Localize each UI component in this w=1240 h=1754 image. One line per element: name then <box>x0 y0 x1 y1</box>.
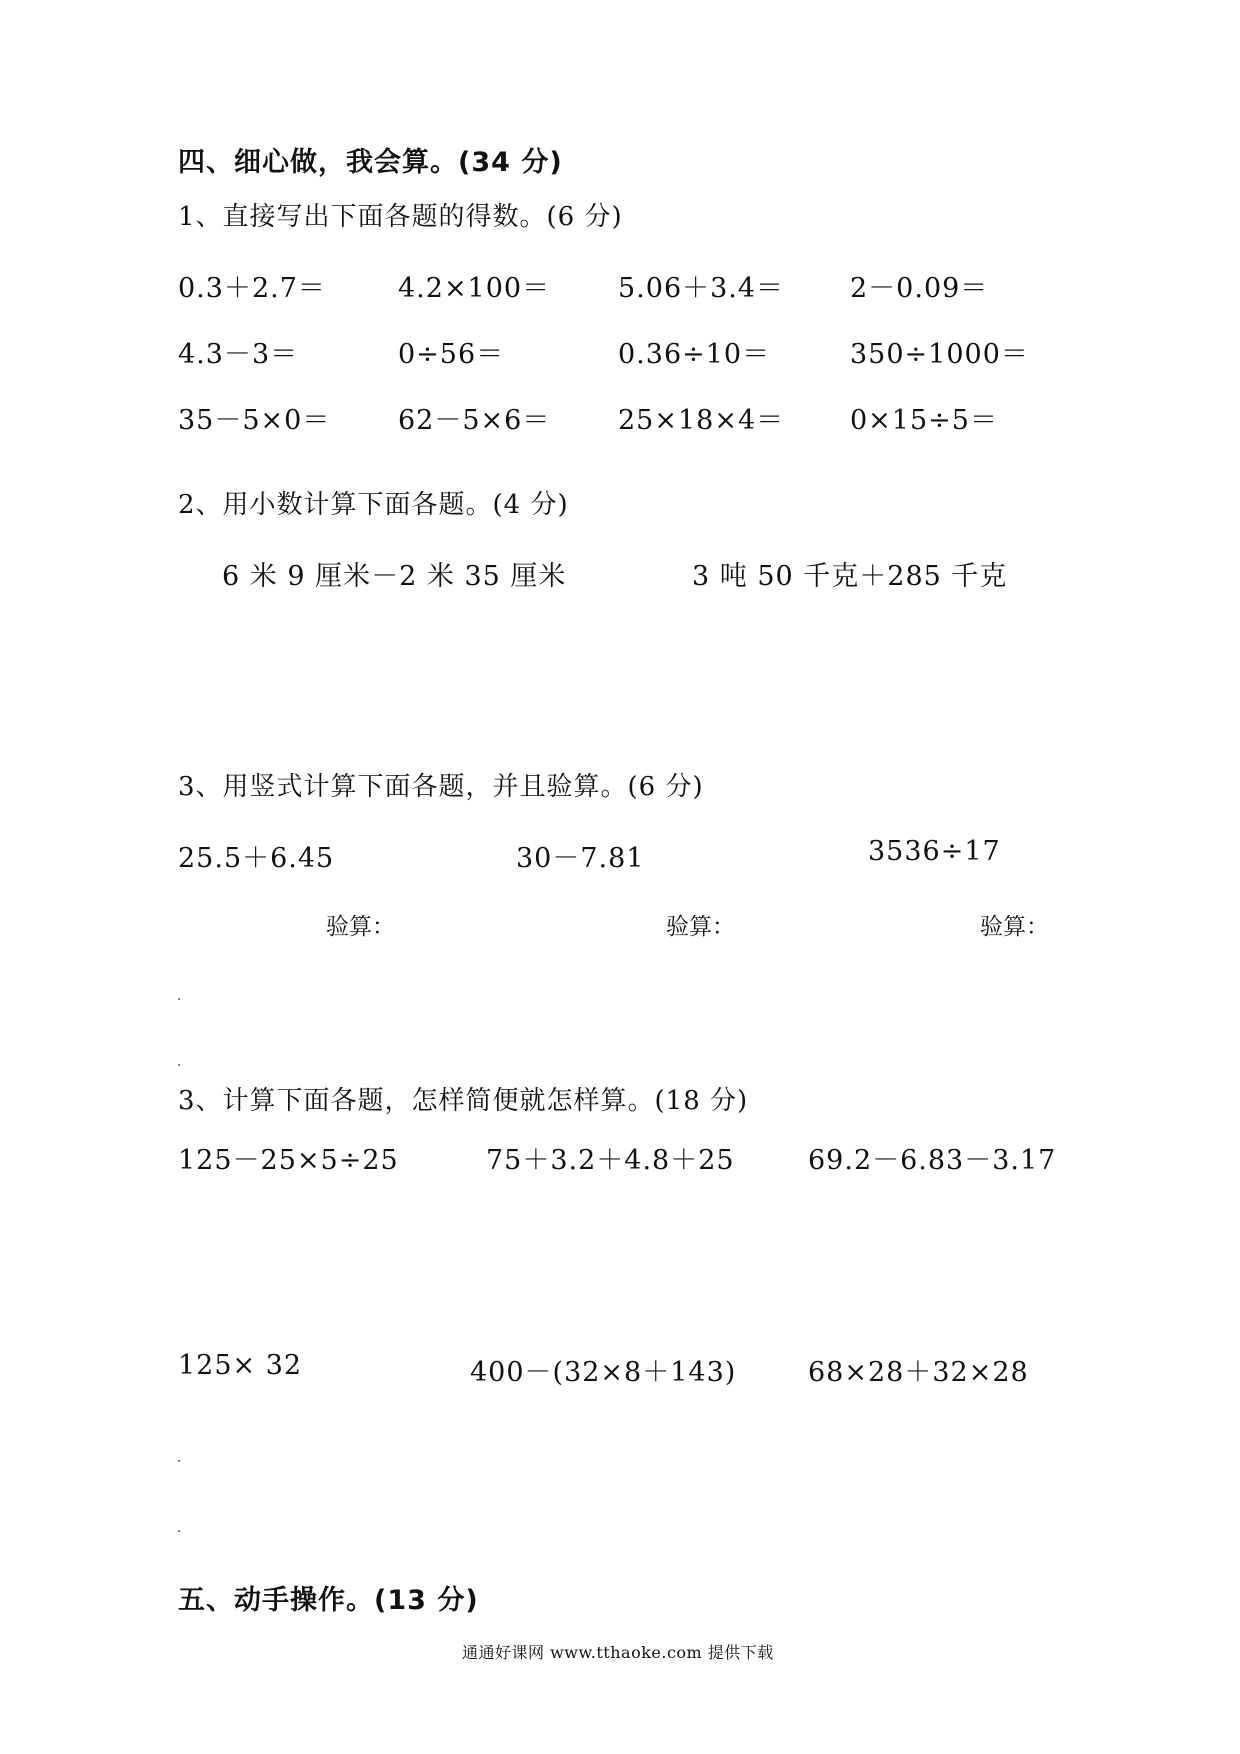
q3-item: 30－7.81 <box>516 843 645 874</box>
verify-label: 验算： <box>980 914 1049 940</box>
q1-item: 0.3＋2.7＝ <box>178 273 326 304</box>
q4-item: 68×28＋32×28 <box>808 1357 1029 1388</box>
q1-item: 35－5×0＝ <box>178 405 331 436</box>
q1-item: 5.06＋3.4＝ <box>618 273 785 304</box>
scan-speck <box>178 998 180 1000</box>
q3-title: 3、用竖式计算下面各题，并且验算。(6 分) <box>178 772 704 802</box>
scan-speck <box>178 1530 180 1532</box>
q1-item: 350÷1000＝ <box>850 339 1029 370</box>
verify-label: 验算： <box>666 914 735 940</box>
q3-item: 25.5＋6.45 <box>178 843 335 874</box>
q2-item: 3 吨 50 千克＋285 千克 <box>692 561 1008 592</box>
q1-title: 1、直接写出下面各题的得数。(6 分) <box>178 202 623 232</box>
q1-item: 0÷56＝ <box>398 339 505 370</box>
q1-item: 0.36÷10＝ <box>618 339 771 370</box>
q1-item: 2－0.09＝ <box>850 273 989 304</box>
q1-item: 0×15÷5＝ <box>850 405 998 436</box>
q1-item: 4.2×100＝ <box>398 273 551 304</box>
q4-item: 125× 32 <box>178 1350 303 1381</box>
q2-title: 2、用小数计算下面各题。(4 分) <box>178 490 569 520</box>
footer-text: 通通好课网 www.tthaoke.com 提供下载 <box>462 1643 774 1662</box>
verify-label: 验算： <box>326 914 395 940</box>
q3-item: 3536÷17 <box>868 836 1001 867</box>
section-4-title: 四、细心做，我会算。(34 分) <box>178 147 563 178</box>
scan-speck <box>178 1064 180 1066</box>
section-5-title: 五、动手操作。(13 分) <box>178 1585 479 1616</box>
scan-speck <box>178 1460 180 1462</box>
q4-item: 400－(32×8＋143) <box>470 1357 737 1388</box>
q1-item: 62－5×6＝ <box>398 405 551 436</box>
q4-item: 125－25×5÷25 <box>178 1145 399 1176</box>
q4-item: 69.2－6.83－3.17 <box>808 1145 1057 1176</box>
q4-item: 75＋3.2＋4.8＋25 <box>486 1145 735 1176</box>
q1-item: 25×18×4＝ <box>618 405 785 436</box>
q2-item: 6 米 9 厘米－2 米 35 厘米 <box>222 561 567 592</box>
q1-item: 4.3－3＝ <box>178 339 299 370</box>
q4-title: 3、计算下面各题，怎样简便就怎样算。(18 分) <box>178 1086 749 1116</box>
